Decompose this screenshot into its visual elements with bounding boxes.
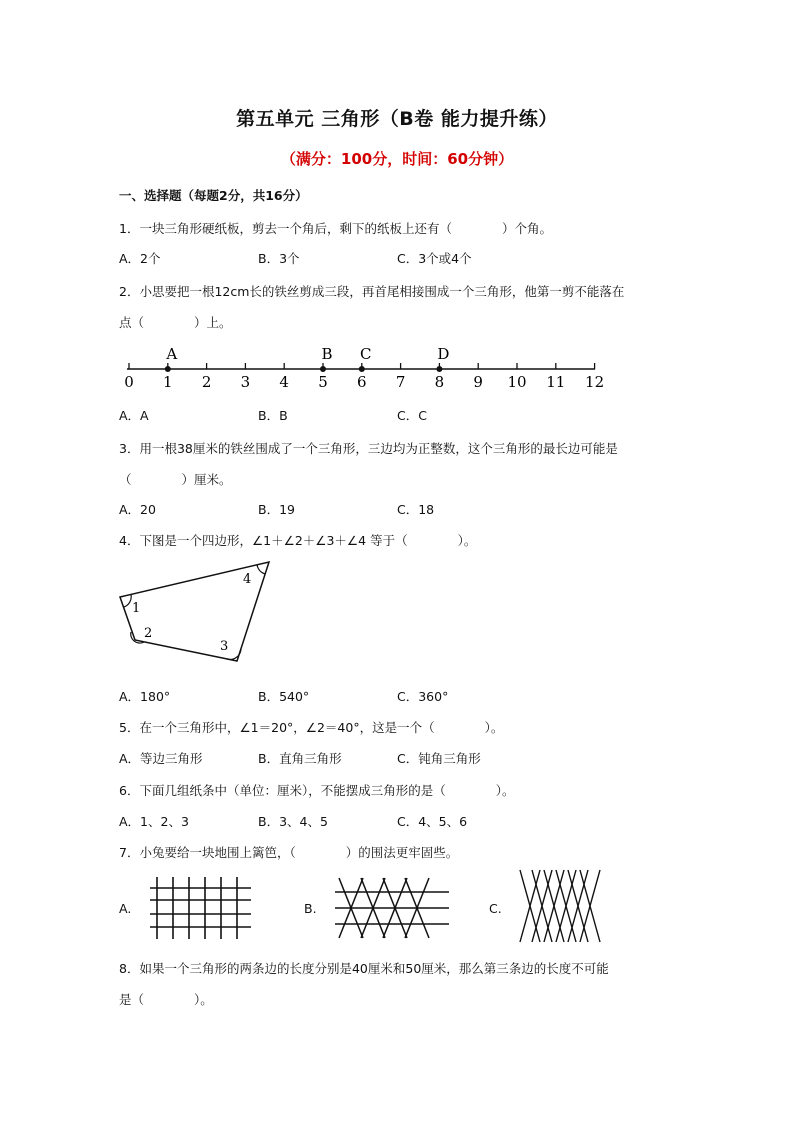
number-line-tick-label: 5: [318, 373, 328, 391]
question-2-option-a[interactable]: A．A: [119, 408, 149, 423]
quadrilateral-figure: [110, 555, 280, 670]
number-line-tick-label: 3: [240, 373, 251, 391]
number-line-point-label-a: A: [166, 345, 178, 363]
number-line-point-label-c: C: [360, 345, 372, 363]
question-4-option-b[interactable]: B．540°: [258, 689, 310, 704]
angle-label-1: 1: [132, 601, 141, 616]
number-line-point-b: [320, 366, 326, 372]
question-2-stem-line2: 点（ ）上。: [119, 315, 232, 330]
question-6-option-b[interactable]: B．3、4、5: [258, 814, 328, 829]
angle-label-2: 2: [144, 626, 153, 641]
question-4-stem: 4．下图是一个四边形，∠1＋∠2＋∠3＋∠4 等于（ ）。: [119, 533, 477, 548]
number-line-tick-label: 4: [279, 373, 289, 391]
question-5-stem: 5．在一个三角形中，∠1＝20°，∠2＝40°，这是一个（ ）。: [119, 720, 504, 735]
page-subtitle: （满分：100分，时间：60分钟）: [280, 150, 514, 168]
number-line-point-c: [359, 366, 365, 372]
question-5-option-b[interactable]: B．直角三角形: [258, 751, 342, 766]
angle-label-3: 3: [220, 639, 229, 654]
question-3-option-a[interactable]: A．20: [119, 502, 156, 517]
question-1-option-c[interactable]: C．3个或4个: [397, 251, 472, 266]
number-line-tick-label: 7: [395, 373, 406, 391]
section-heading: 一、选择题（每题2分，共16分）: [119, 188, 308, 203]
fence-cross-lines: [335, 878, 449, 938]
question-1-option-a[interactable]: A．2个: [119, 251, 161, 266]
number-line-point-a: [165, 366, 171, 372]
angle-arc-3: [227, 649, 241, 659]
number-line-tick-label: 11: [546, 373, 566, 391]
question-6-option-a[interactable]: A．1、2、3: [119, 814, 189, 829]
fence-diamond-figure: [516, 868, 606, 944]
number-line-figure: [110, 338, 620, 398]
number-line-tick-label: 1: [163, 373, 173, 391]
fence-grid-figure: [147, 874, 257, 942]
number-line-tick-label: 10: [507, 373, 527, 391]
question-1-option-b[interactable]: B．3个: [258, 251, 300, 266]
question-1-stem: 1．一块三角形硬纸板，剪去一个角后，剩下的纸板上还有（ ）个角。: [119, 221, 552, 236]
number-line-tick-label: 8: [434, 373, 445, 391]
fence-cross-horizontal-figure: [333, 874, 453, 942]
number-line-tick-label: 2: [201, 373, 212, 391]
question-4-option-c[interactable]: C．360°: [397, 689, 449, 704]
question-8-stem-line2: 是（ ）。: [119, 992, 213, 1007]
question-7-option-a[interactable]: A.: [119, 901, 132, 916]
number-line-tick-label: 6: [357, 373, 367, 391]
angle-label-4: 4: [243, 572, 252, 587]
number-line-point-label-d: D: [437, 345, 450, 363]
question-3-option-b[interactable]: B．19: [258, 502, 295, 517]
question-7-option-c[interactable]: C.: [489, 901, 502, 916]
number-line-tick-label: 0: [124, 373, 134, 391]
fence-diamond-lines: [520, 870, 600, 942]
number-line-point-label-b: B: [321, 345, 333, 363]
question-5-option-c[interactable]: C．钝角三角形: [397, 751, 481, 766]
question-7-option-b[interactable]: B.: [304, 901, 317, 916]
page-title: 第五单元 三角形（B卷 能力提升练）: [236, 108, 558, 130]
question-8-stem-line1: 8．如果一个三角形的两条边的长度分别是40厘米和50厘米，那么第三条边的长度不可能: [119, 961, 609, 976]
question-2-option-b[interactable]: B．B: [258, 408, 288, 423]
fence-grid-lines: [150, 877, 251, 939]
angle-arc-4: [257, 565, 265, 574]
question-2-option-c[interactable]: C．C: [397, 408, 427, 423]
question-7-stem: 7．小兔要给一块地围上篱笆，（ ）的围法更牢固些。: [119, 845, 459, 860]
number-line-tick-label: 9: [473, 373, 483, 391]
question-6-stem: 6．下面几组纸条中（单位：厘米），不能摆成三角形的是（ ）。: [119, 783, 515, 798]
question-5-option-a[interactable]: A．等边三角形: [119, 751, 203, 766]
question-3-stem-line1: 3．用一根38厘米的铁丝围成了一个三角形，三边均为正整数，这个三角形的最长边可能是: [119, 441, 618, 456]
number-line-point-d: [436, 366, 442, 372]
question-3-stem-line2: （ ）厘米。: [119, 472, 232, 487]
number-line-tick-label: 12: [585, 373, 605, 391]
question-6-option-c[interactable]: C．4、5、6: [397, 814, 468, 829]
question-4-option-a[interactable]: A．180°: [119, 689, 171, 704]
question-3-option-c[interactable]: C．18: [397, 502, 435, 517]
question-2-stem-line1: 2．小思要把一根12cm长的铁丝剪成三段，再首尾相接围成一个三角形，他第一剪不能落在: [119, 284, 625, 299]
